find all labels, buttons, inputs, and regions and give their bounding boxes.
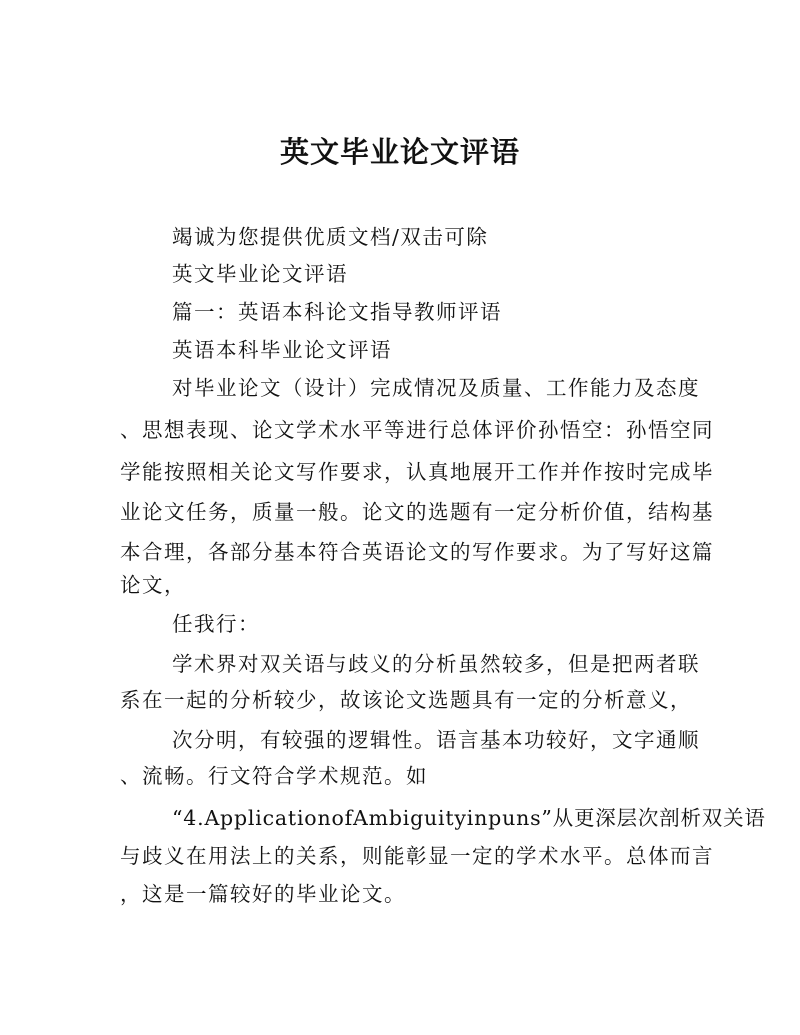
document-title: 英文毕业论文评语 bbox=[279, 135, 520, 169]
paragraph-line: 英语本科毕业论文评语 bbox=[172, 338, 392, 362]
paragraph-line: 本合理，各部分基本符合英语论文的写作要求。为了写好这篇 bbox=[120, 540, 714, 564]
paragraph-line: 业论文任务，质量一般。论文的选题有一定分析价值，结构基 bbox=[120, 500, 714, 524]
paragraph-line: 篇一：英语本科论文指导教师评语 bbox=[172, 300, 502, 324]
paragraph-line: 竭诚为您提供优质文档/双击可除 bbox=[172, 225, 489, 249]
paragraph-line: 英文毕业论文评语 bbox=[172, 262, 348, 286]
paragraph-line: 次分明，有较强的逻辑性。语言基本功较好，文字通顺 bbox=[172, 728, 700, 752]
paragraph-line: 对毕业论文（设计）完成情况及质量、工作能力及态度 bbox=[172, 376, 700, 400]
paragraph-line: 、思想表现、论文学术水平等进行总体评价孙悟空：孙悟空同 bbox=[120, 418, 714, 442]
paragraph-line: ，这是一篇较好的毕业论文。 bbox=[120, 882, 406, 906]
paragraph-line: 论文， bbox=[120, 573, 186, 597]
paragraph-line: 任我行： bbox=[172, 612, 260, 636]
paragraph-line: 系在一起的分析较少，故该论文选题具有一定的分析意义， bbox=[120, 688, 692, 712]
paragraph-line: “4.ApplicationofAmbiguityinpuns”从更深层次剖析双关语 bbox=[172, 806, 766, 830]
paragraph-line: 学术界对双关语与歧义的分析虽然较多，但是把两者联 bbox=[172, 652, 700, 676]
paragraph-line: 与歧义在用法上的关系，则能彰显一定的学术水平。总体而言 bbox=[120, 844, 714, 868]
paragraph-line: 、流畅。行文符合学术规范。如 bbox=[120, 764, 428, 788]
paragraph-line: 学能按照相关论文写作要求，认真地展开工作并作按时完成毕 bbox=[120, 460, 714, 484]
